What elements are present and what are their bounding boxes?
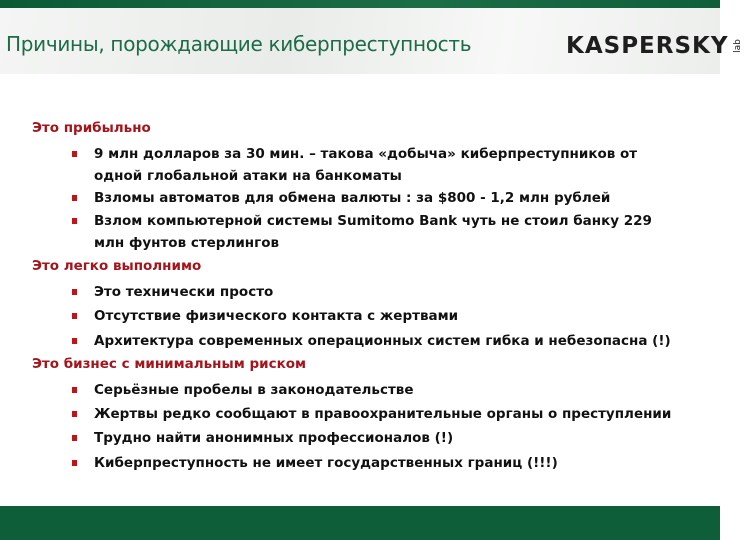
bullet-icon	[72, 289, 77, 295]
bullet-icon	[72, 387, 77, 393]
slide-header	[0, 8, 743, 74]
bullet-icon	[72, 411, 77, 417]
list-item: Взлом компьютерной системы Sumitomo Bank чуть не стоил банку 229 млн фунтов стерлингов	[94, 210, 674, 254]
list-item: Это технически просто	[94, 281, 674, 303]
section-heading: Это прибыльно	[32, 120, 151, 136]
section-heading: Это легко выполнимо	[32, 258, 202, 274]
list-item: Серьёзные пробелы в законодательстве	[94, 379, 674, 401]
logo-word: KASPERSKY	[566, 33, 729, 59]
bullet-icon	[72, 460, 77, 466]
section-heading: Это бизнес с минимальным риском	[32, 356, 307, 372]
list-item: Отсутствие физического контакта с жертвами	[94, 305, 674, 327]
list-item: Трудно найти анонимных профессионалов (!)	[94, 427, 674, 449]
list-item: 9 млн долларов за 30 мин. – такова «добыча» киберпреступников от одной глобальной атаки на банкоматы	[94, 143, 674, 187]
bottom-brand-bar	[0, 506, 720, 540]
bullet-icon	[72, 435, 77, 441]
bullet-icon	[72, 218, 77, 224]
bullet-icon	[72, 313, 77, 319]
list-item: Киберпреступность не имеет государственных границ (!!!)	[94, 452, 674, 474]
logo-lab: lab	[732, 39, 743, 53]
top-brand-bar	[0, 0, 720, 8]
list-item: Жертвы редко сообщают в правоохранительные органы о преступлении	[94, 403, 674, 425]
bullet-icon	[72, 151, 77, 157]
slide-title: Причины, порождающие киберпреступность	[6, 32, 472, 56]
list-item: Архитектура современных операционных систем гибка и небезопасна (!)	[94, 330, 674, 352]
kaspersky-logo	[566, 30, 744, 62]
bullet-icon	[72, 195, 77, 201]
bullet-icon	[72, 338, 77, 344]
list-item: Взломы автоматов для обмена валюты : за $800 - 1,2 млн рублей	[94, 187, 674, 209]
